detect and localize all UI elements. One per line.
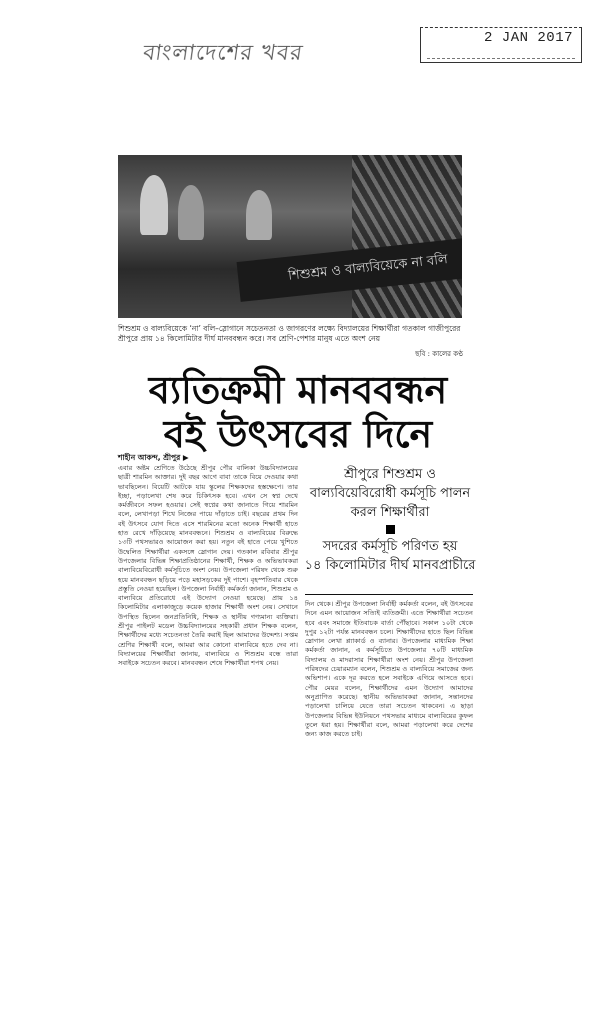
subheadline-1: শ্রীপুরে শিশুশ্রম ও বাল্যবিয়েবিরোধী কর্মসূচি পালন করল শিক্ষার্থীরা [309,467,471,520]
subheadline-2-line-2: ১৪ কিলোমিটার দীর্ঘ মানবপ্রাচীরে [304,558,476,573]
subheadline-2-line-1: সদরের কর্মসূচি পরিণত হয় [322,539,458,554]
stamp-line [427,58,575,59]
divider-rule [305,594,473,595]
person-figure [246,190,272,240]
stamp-date: 2 JAN 2017 [483,30,573,46]
newspaper-logo: বাংলাদেশের খবর [141,41,305,66]
photo-credit: ছবি : কালের কণ্ঠ [415,350,463,358]
headline-line-1: ব্যতিক্রমী মানববন্ধন [148,368,448,412]
headline-line-2: বই উৎসবের দিনে [163,412,433,456]
photo-background [352,155,462,318]
body-column-left: এবার অষ্টম শ্রেণিতে উঠেছে শ্রীপুর পৌর বালিকা উচ্চবিদ্যালয়ের ছাত্রী শারমিন আক্তার। দুই বছর আগে বাবা তাকে বিয়ে দেওয়ার কথা ভাবছিলেন। বিয়েটি আটকে যায় স্কুলের শিক্ষকদের হস্তক্ষেপে। তার ইচ্ছা, পড়ালেখা শেষ করে চিকিৎসক হবে। এখন সে স্বপ্ন দেখে কর্মজীবনে সফল হওয়ার। সেই স্বপ্নের কথা জানাতে গিয়ে শারমিন বলে, লেখাপড়া শিখে নিজের পায়ে দাঁড়াতে চাই। বছরের প্রথম দিন বই উৎসবে যোগ দিতে এসে শারমিনের মতো অনেক শিক্ষার্থী হাতে হাত রেখে দাঁড়িয়েছে মানববন্ধনে। শিশুশ্রম ও বাল্যবিয়ের বিরুদ্ধে ১৩টি পথসভারও আয়োজন করা হয়। নতুন বই হাতে পেয়ে খুশিতে উদ্বেলিত শিক্ষার্থীরা একসঙ্গে স্লোগান দেয়। গতকাল রবিবার শ্রীপুর উপজেলার বিভিন্ন শিক্ষাপ্রতিষ্ঠানের শিক্ষার্থী, শিক্ষক ও অভিভাবকরা বাল্যবিয়েবিরোধী কর্মসূচিতে অংশ নেয়। উপজেলা পরিষদ থেকে শুরু হয়ে মানববন্ধন ছড়িয়ে পড়ে মহাসড়কের দুই পাশে। বৃহস্পতিবার থেকে প্রস্তুতি নেওয়া হয়েছিল। উপজেলা নির্বাহী কর্মকর্তা জানান, শিশুশ্রম ও বাল্যবিয়ে প্রতিরোধে এই উদ্যোগ নেওয়া হয়েছে। প্রায় ১৪ কিলোমিটার এলাকাজুড়ে কয়েক হাজার শিক্ষার্থী অংশ নেয়। সেখানে উপস্থিত ছিলেন জনপ্রতিনিধি, শিক্ষক ও স্থানীয় গণ্যমান্য ব্যক্তিরা। শ্রীপুর পাইলট মডেল উচ্চবিদ্যালয়ের সহকারী প্রধান শিক্ষক বলেন, শিক্ষার্থীদের মধ্যে সচেতনতা তৈরি করাই ছিল আমাদের উদ্দেশ্য। সপ্তম শ্রেণির শিক্ষার্থী বলে, আমরা আর কোনো বাল্যবিয়ে হতে দেব না। বিদ্যালয়ের শিক্ষার্থীরা জানায়, বাল্যবিয়ে ও শিশুশ্রম বন্ধে তারা সবাইকে সচেতন করবে। মানববন্ধন শেষে শিক্ষার্থীরা শপথ নেয়। [118,464,298,668]
person-figure [140,175,168,235]
person-figure [178,185,204,240]
byline: শাহীন আকন্দ, শ্রীপুর ▶ [118,453,189,462]
news-photo [118,155,462,318]
headline [118,368,478,456]
bullet-square [386,525,395,534]
body-column-right: দিন থেকে। শ্রীপুর উপজেলা নির্বাহী কর্মকর্তা বলেন, বই উৎসবের দিনে এমন আয়োজন সত্যিই ব্যতিক্রমী। এতে শিক্ষার্থীরা সচেতন হবে এবং সমাজে ইতিবাচক বার্তা পৌঁছাবে। সকাল ১০টা থেকে দুপুর ১২টা পর্যন্ত মানববন্ধন চলে। শিক্ষার্থীদের হাতে ছিল বিভিন্ন স্লোগান লেখা প্ল্যাকার্ড ও ব্যানার। উপজেলার মাধ্যমিক শিক্ষা কর্মকর্তা জানান, এ কর্মসূচিতে উপজেলার ৭০টি মাধ্যমিক বিদ্যালয় ও মাদরাসার শিক্ষার্থীরা অংশ নেয়। শ্রীপুর উপজেলা পরিষদের চেয়ারম্যান বলেন, শিশুশ্রম ও বাল্যবিয়ে সমাজের জন্য অভিশাপ। একে দূর করতে হলে সবাইকে এগিয়ে আসতে হবে। পৌর মেয়র বলেন, শিক্ষার্থীদের এমন উদ্যোগ আমাদের অনুপ্রাণিত করেছে। স্থানীয় অভিভাবকরা জানান, সন্তানদের পড়ালেখা চালিয়ে যেতে তারা সচেতন থাকবেন। এ ছাড়া উপজেলার বিভিন্ন ইউনিয়নে পথসভার মাধ্যমে বাল্যবিয়ের কুফল তুলে ধরা হয়। শিক্ষার্থীরা বলে, আমরা পড়ালেখা করে দেশের জন্য কাজ করতে চাই। [305,600,473,739]
subheadline-2 [300,522,480,575]
photo-banner: শিশুশ্রম ও বাল্যবিয়েকে না বলি [237,238,462,302]
photo-caption: শিশুশ্রম ও বাল্যবিয়েকে ‘না’ বলি–স্লোগানে সচেতনতা ও জাগরণের লক্ষ্যে বিদ্যালয়ের শিক্ষার্থীরা গতকাল গাজীপুরের শ্রীপুরে প্রায় ১৪ কিলোমিটার দীর্ঘ মানববন্ধন করে। সব শ্রেণি-পেশার মানুষ এতে অংশ নেয় [118,324,461,343]
date-stamp [420,27,582,63]
